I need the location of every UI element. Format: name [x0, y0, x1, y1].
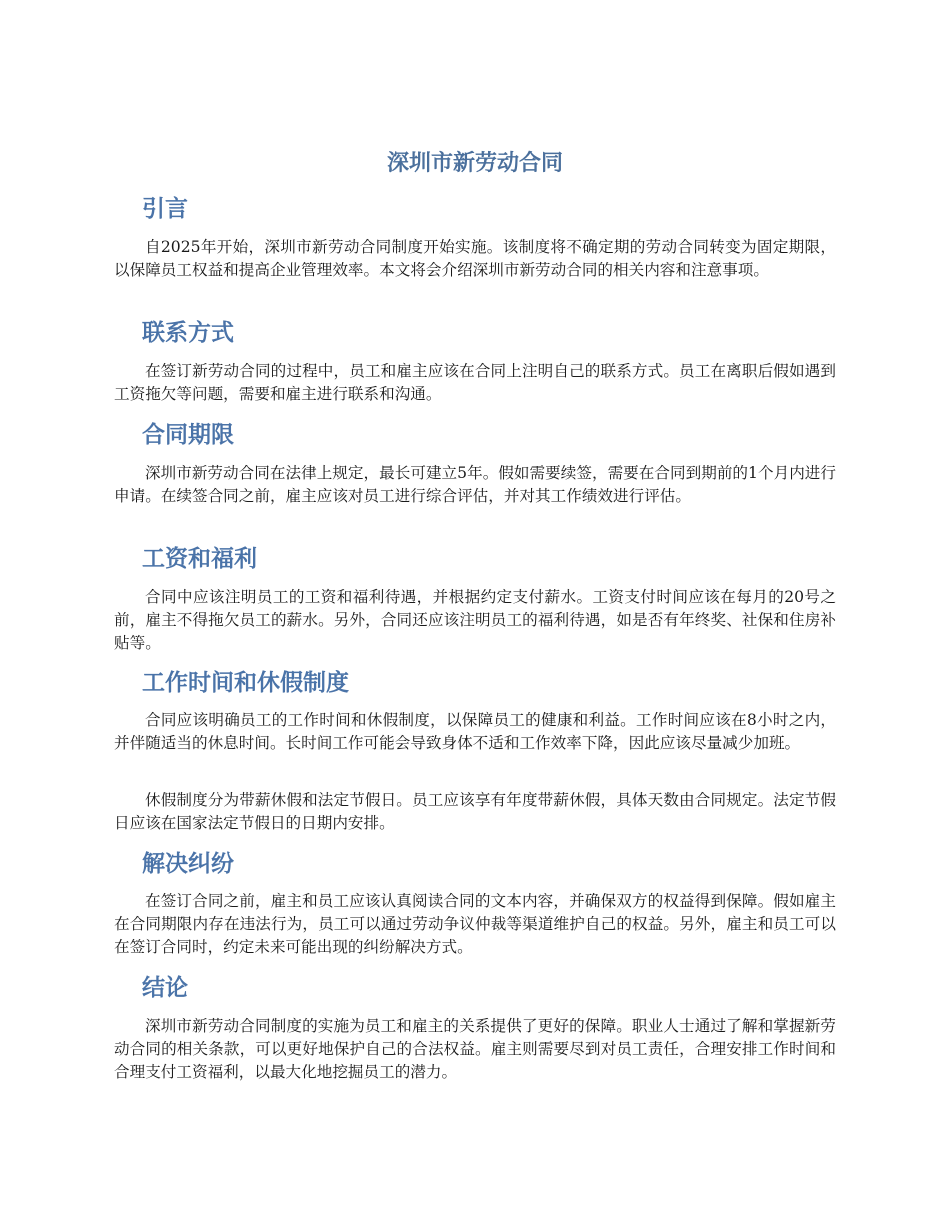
- paragraph-salary: 合同中应该注明员工的工资和福利待遇，并根据约定支付薪水。工资支付时间应该在每月的20号之前，雇主不得拖欠员工的薪水。另外，合同还应该注明员工的福利待遇，如是否有年终奖、社保和住房补贴等。: [114, 588, 836, 653]
- section-heading-worktime: 工作时间和休假制度: [142, 670, 349, 696]
- section-heading-salary: 工资和福利: [142, 546, 257, 572]
- paragraph-contact: 在签订新劳动合同的过程中，员工和雇主应该在合同上注明自己的联系方式。员工在离职后假如遇到工资拖欠等问题，需要和雇主进行联系和沟通。: [114, 362, 836, 404]
- paragraph-conclusion: 深圳市新劳动合同制度的实施为员工和雇主的关系提供了更好的保障。职业人士通过了解和掌握新劳动合同的相关条款，可以更好地保护自己的合法权益。雇主则需要尽到对员工责任，合理安排工作时间和合理支付工资福利，以最大化地挖掘员工的潜力。: [114, 1017, 836, 1082]
- paragraph-worktime: 合同应该明确员工的工作时间和休假制度，以保障员工的健康和利益。工作时间应该在8小时之内，并伴随适当的休息时间。长时间工作可能会导致身体不适和工作效率下降，因此应该尽量减少加班。: [114, 711, 836, 753]
- section-heading-contact: 联系方式: [142, 320, 234, 346]
- section-heading-conclusion: 结论: [142, 975, 188, 1001]
- paragraph-holiday: 休假制度分为带薪休假和法定节假日。员工应该享有年度带薪休假，具体天数由合同规定。法定节假日应该在国家法定节假日的日期内安排。: [114, 791, 836, 833]
- paragraph-dispute: 在签订合同之前，雇主和员工应该认真阅读合同的文本内容，并确保双方的权益得到保障。假如雇主在合同期限内存在违法行为，员工可以通过劳动争议仲裁等渠道维护自己的权益。另外，雇主和员工可以在签订合同时，约定未来可能出现的纠纷解决方式。: [114, 892, 836, 957]
- paragraph-term: 深圳市新劳动合同在法律上规定，最长可建立5年。假如需要续签，需要在合同到期前的1个月内进行申请。在续签合同之前，雇主应该对员工进行综合评估，并对其工作绩效进行评估。: [114, 464, 836, 506]
- document-title: 深圳市新劳动合同: [386, 151, 563, 176]
- section-heading-intro: 引言: [142, 196, 188, 222]
- section-heading-dispute: 解决纠纷: [142, 851, 234, 877]
- paragraph-intro: 自2025年开始，深圳市新劳动合同制度开始实施。该制度将不确定期的劳动合同转变为固定期限，以保障员工权益和提高企业管理效率。本文将会介绍深圳市新劳动合同的相关内容和注意事项。: [114, 238, 836, 280]
- section-heading-term: 合同期限: [142, 422, 234, 448]
